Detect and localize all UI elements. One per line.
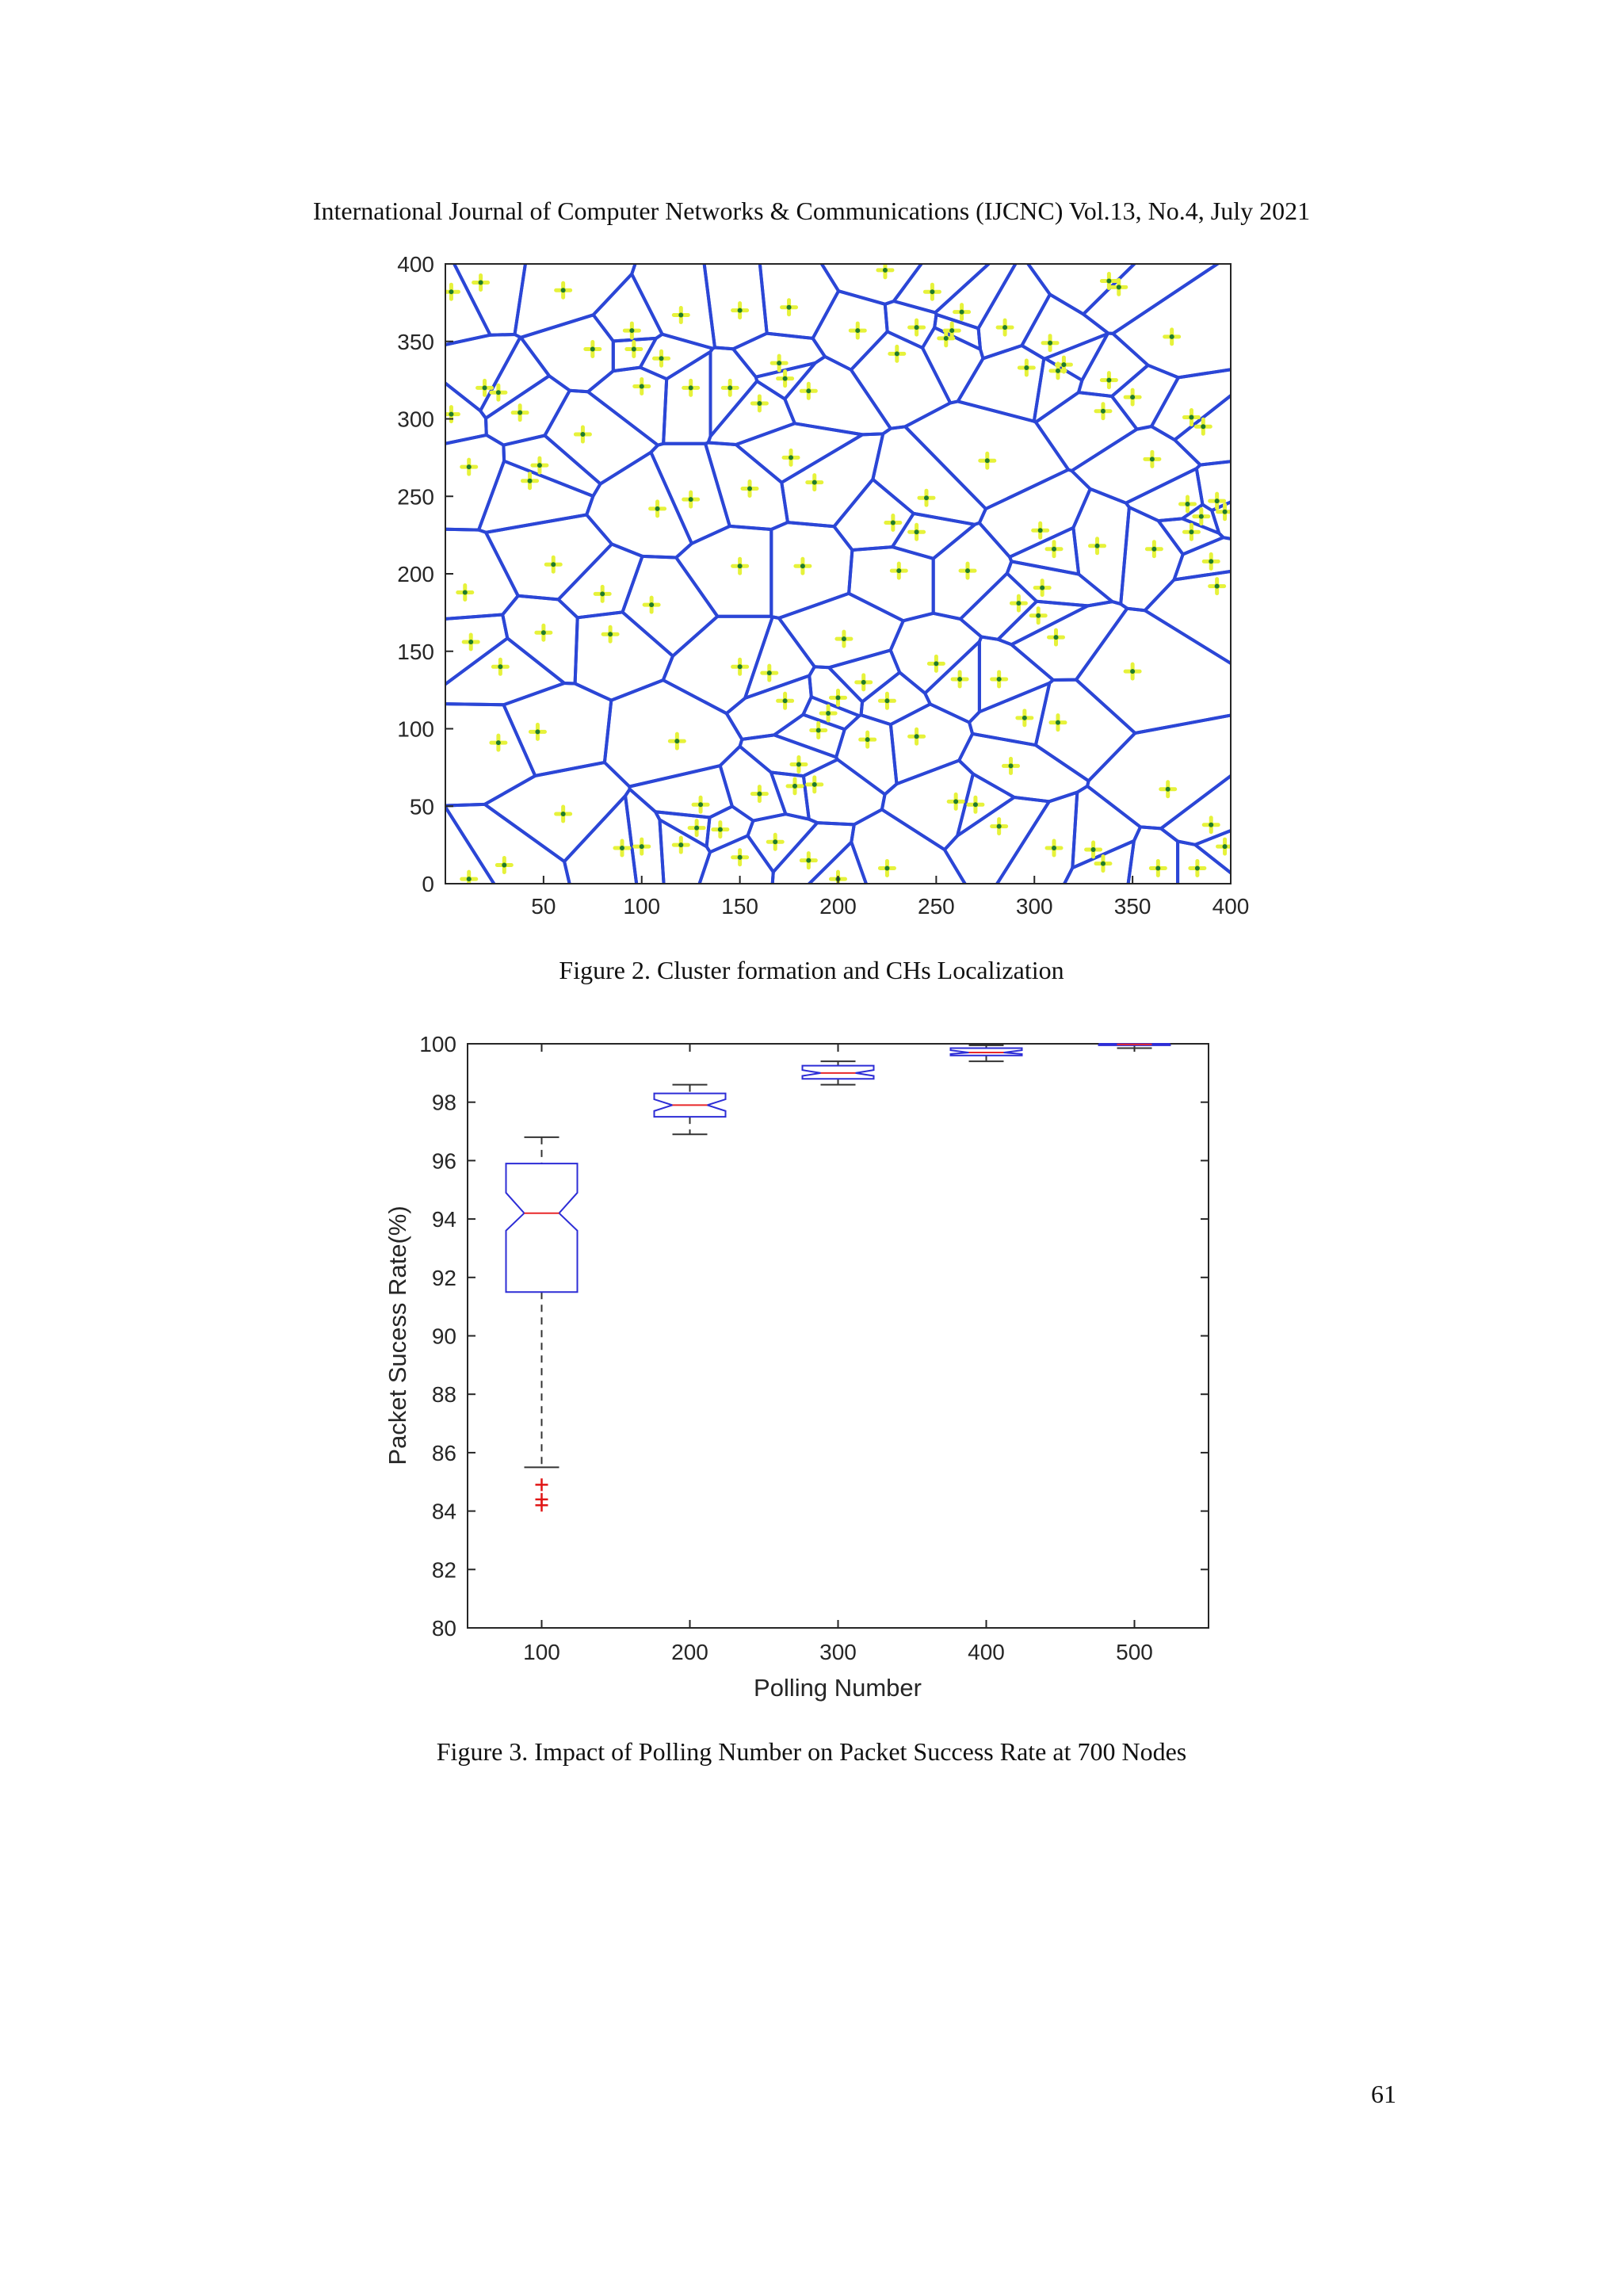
svg-text:50: 50 bbox=[531, 894, 556, 919]
svg-text:96: 96 bbox=[431, 1148, 456, 1174]
svg-text:350: 350 bbox=[1113, 894, 1151, 919]
svg-text:300: 300 bbox=[1015, 894, 1053, 919]
svg-text:350: 350 bbox=[397, 329, 434, 354]
page-number: 61 bbox=[1371, 2080, 1396, 2108]
svg-text:100: 100 bbox=[397, 716, 434, 742]
svg-text:150: 150 bbox=[397, 639, 434, 664]
svg-text:92: 92 bbox=[431, 1265, 456, 1290]
svg-text:88: 88 bbox=[431, 1382, 456, 1408]
svg-text:84: 84 bbox=[431, 1499, 456, 1524]
figure-3-caption: Figure 3. Impact of Polling Number on Packet Success Rate at 700 Nodes bbox=[436, 1737, 1187, 1766]
svg-text:90: 90 bbox=[431, 1324, 456, 1349]
svg-text:86: 86 bbox=[431, 1440, 456, 1465]
y-axis-label: Packet Sucess Rate(%) bbox=[384, 1205, 411, 1465]
svg-text:98: 98 bbox=[431, 1090, 456, 1115]
svg-text:400: 400 bbox=[397, 252, 434, 277]
svg-text:100: 100 bbox=[623, 894, 661, 919]
svg-text:200: 200 bbox=[819, 894, 857, 919]
svg-text:200: 200 bbox=[397, 562, 434, 586]
svg-text:100: 100 bbox=[523, 1640, 560, 1664]
svg-text:250: 250 bbox=[918, 894, 955, 919]
svg-text:400: 400 bbox=[968, 1640, 1005, 1664]
plot-frame bbox=[468, 1044, 1209, 1628]
svg-text:300: 300 bbox=[397, 407, 434, 432]
box-body bbox=[506, 1163, 578, 1292]
figure-2-caption: Figure 2. Cluster formation and CHs Localization bbox=[559, 956, 1064, 984]
svg-text:80: 80 bbox=[431, 1616, 456, 1641]
svg-text:500: 500 bbox=[1116, 1640, 1153, 1664]
svg-text:250: 250 bbox=[397, 484, 434, 510]
svg-text:200: 200 bbox=[671, 1640, 708, 1664]
svg-text:150: 150 bbox=[721, 894, 758, 919]
svg-text:94: 94 bbox=[431, 1207, 456, 1232]
running-header: International Journal of Computer Networks & Communications (IJCNC) Vol.13, No.4, July 2021 bbox=[312, 197, 1311, 225]
svg-text:0: 0 bbox=[422, 872, 434, 896]
svg-text:100: 100 bbox=[419, 1032, 456, 1056]
svg-text:82: 82 bbox=[431, 1557, 456, 1583]
x-axis-label: Polling Number bbox=[754, 1674, 922, 1702]
svg-text:300: 300 bbox=[819, 1640, 857, 1664]
svg-text:50: 50 bbox=[409, 794, 434, 819]
svg-text:400: 400 bbox=[1212, 894, 1250, 919]
